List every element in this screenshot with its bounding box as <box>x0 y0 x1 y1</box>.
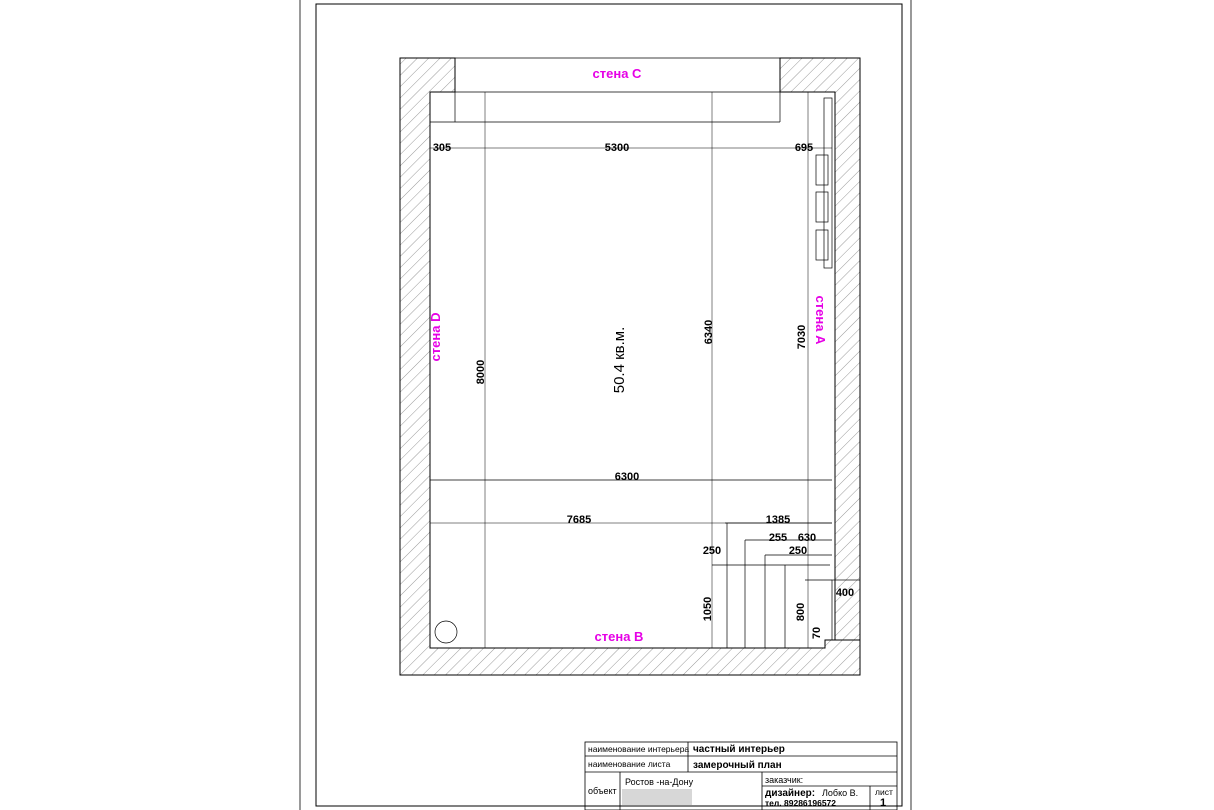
room-area-label: 50.4 кв.м. <box>611 326 628 394</box>
tb-sheet-label: наименование листа <box>588 759 671 769</box>
tb-sheet-value: замерочный план <box>693 760 782 771</box>
dim-step-630: 630 <box>797 532 817 544</box>
dim-stair-1050: 1050 <box>702 596 714 622</box>
dim-top-left: 305 <box>432 142 452 154</box>
tb-designer-name: Лобко В. <box>822 788 859 798</box>
tb-interior-value: частный интерьер <box>693 744 785 755</box>
dimension-labels <box>433 142 854 639</box>
dim-width-lower: 6300 <box>614 471 640 483</box>
wall-label-b: стена B <box>594 629 644 644</box>
wall-hatching <box>400 58 860 675</box>
sheet-frame <box>300 0 911 810</box>
dim-height-mid: 6340 <box>703 319 715 345</box>
dim-bottom-main: 7685 <box>566 514 592 526</box>
wall-label-a: стена A <box>813 295 828 345</box>
wall-label-d: стена D <box>428 312 443 362</box>
dim-height-right: 7030 <box>796 324 808 350</box>
tb-customer-label: заказчик: <box>765 775 804 785</box>
tb-designer-label: дизайнер: <box>765 788 816 799</box>
dim-top-right: 695 <box>794 142 814 154</box>
dim-bottom-right: 1385 <box>765 514 791 526</box>
tb-phone: тел. 89286196572 <box>765 798 837 808</box>
tb-interior-label: наименование интерьера <box>588 744 690 754</box>
dim-height-left: 8000 <box>475 359 487 385</box>
tb-object-label: объект <box>588 786 617 796</box>
tb-object-value: Ростов -на-Дону <box>625 777 694 787</box>
dim-stair-70: 70 <box>811 626 823 640</box>
dim-step-250-right: 250 <box>788 545 808 557</box>
dim-top-main: 5300 <box>604 142 630 154</box>
dim-step-250-left: 250 <box>702 545 722 557</box>
tb-sheet-no: 1 <box>880 797 887 809</box>
tb-sheet-no-label: лист <box>875 787 893 797</box>
redacted-field <box>622 789 692 805</box>
dim-door-400: 400 <box>835 587 855 599</box>
dim-stair-800: 800 <box>795 602 807 622</box>
title-block <box>585 742 897 810</box>
wall-label-c: стена C <box>592 66 642 81</box>
dim-step-255: 255 <box>768 532 788 544</box>
